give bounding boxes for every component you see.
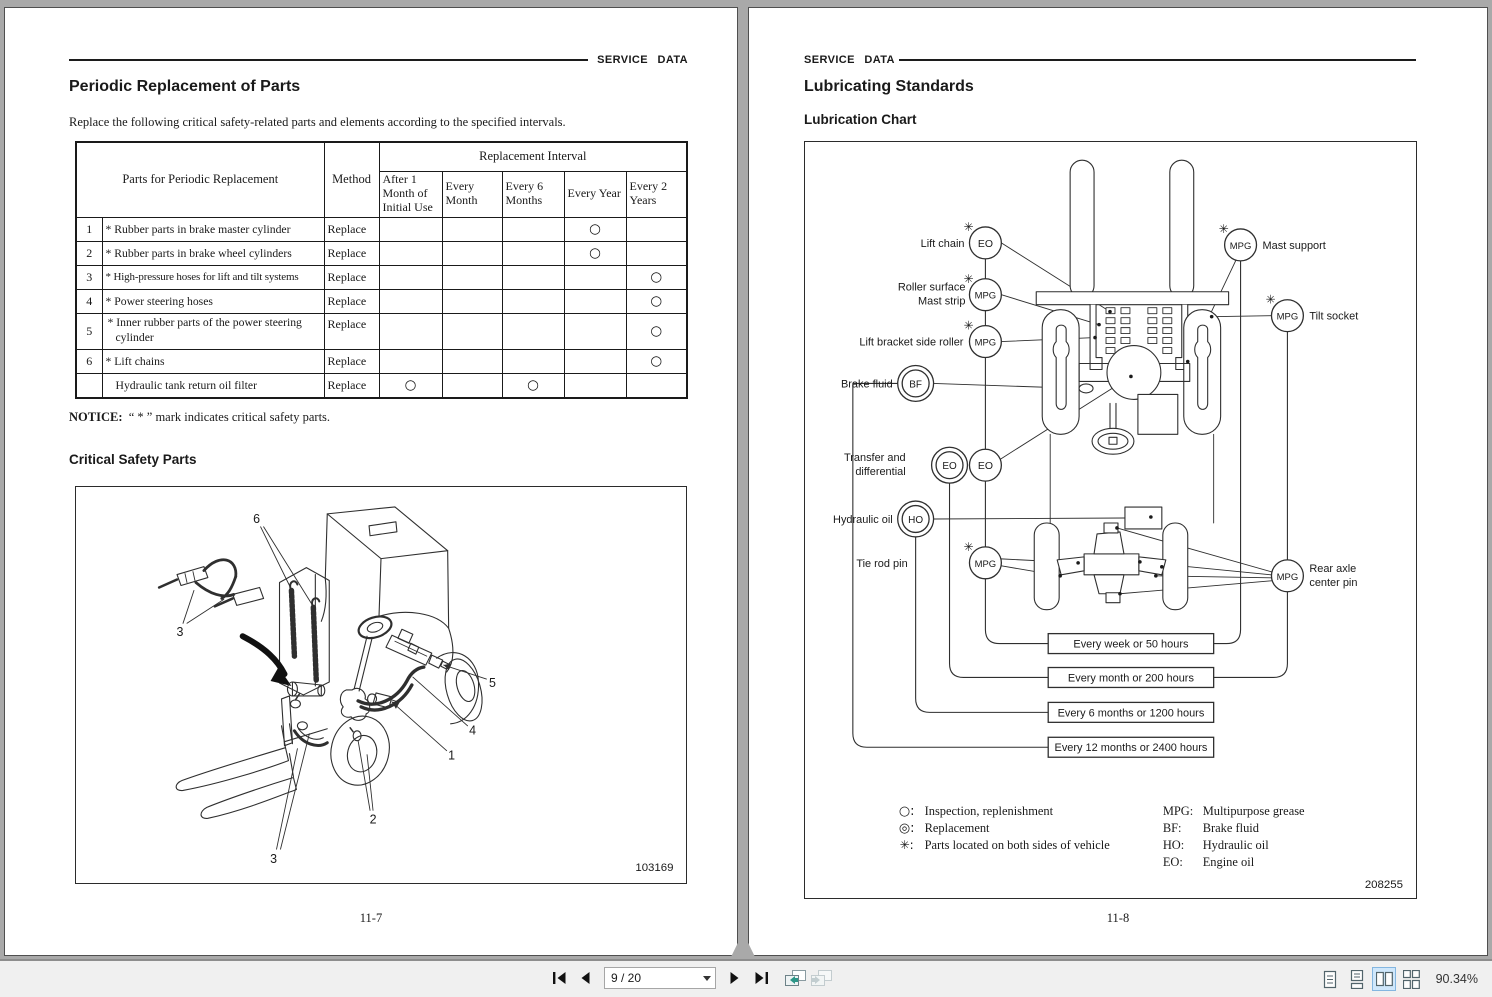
next-page-icon: [730, 972, 740, 984]
row-no: [76, 373, 102, 398]
both-sides-asterisk: ✳: [1218, 221, 1229, 236]
table-row: [76, 313, 687, 349]
mark-cell: ○: [626, 265, 687, 289]
mark-cell: [502, 349, 564, 373]
critical-safety-parts-diagram: [75, 486, 687, 884]
parts-header: Parts for Periodic Replacement: [76, 142, 324, 217]
two-column-view-button[interactable]: [1399, 967, 1423, 991]
mark-cell: [502, 217, 564, 241]
label-lift-bracket: Lift bracket side roller: [859, 336, 964, 349]
page-dropdown-arrow[interactable]: [699, 976, 715, 981]
both-sides-asterisk: ✳: [963, 271, 974, 286]
interval-header: Replacement Interval: [379, 142, 687, 171]
row-method: Replace: [324, 217, 379, 241]
legend-symbol-both-sides: ✳:: [899, 837, 914, 852]
row-no: 5: [76, 313, 102, 349]
next-view-button[interactable]: [808, 965, 834, 991]
callout-3: 3: [176, 625, 184, 640]
lubrication-chart-diagram: [804, 141, 1417, 899]
legend-code-bf: BF:: [1162, 820, 1182, 835]
mark-cell: ○: [502, 373, 564, 398]
legend-code-ho: HO:: [1162, 837, 1185, 852]
mark-cell: [379, 241, 442, 265]
previous-view-icon: [785, 969, 806, 987]
lube-code: MPG: [974, 290, 997, 302]
page-11-8: [748, 7, 1488, 956]
label-lift-chain: Lift chain: [920, 237, 965, 250]
previous-page-icon: [580, 972, 590, 984]
row-method: Replace: [324, 289, 379, 313]
table-row: [76, 265, 687, 289]
mark-cell: [442, 313, 502, 349]
label-differential: differential: [855, 466, 906, 479]
col-every-2-years: Every 2 Years: [626, 171, 687, 217]
page-number-combo[interactable]: [604, 967, 716, 989]
previous-page-button[interactable]: [572, 965, 598, 991]
legend-text-inspection: Inspection, replenishment: [924, 804, 1054, 819]
col-every-6-months: Every 6 Months: [502, 171, 564, 217]
row-no: 2: [76, 241, 102, 265]
col-every-year: Every Year: [564, 171, 626, 217]
table-row: [76, 289, 687, 313]
both-sides-asterisk: ✳: [963, 318, 974, 333]
mark-cell: [564, 265, 626, 289]
row-no: 1: [76, 217, 102, 241]
header-rule-left: [69, 59, 588, 61]
mark-cell: [442, 349, 502, 373]
page-number: 11-8: [1106, 911, 1130, 925]
callout-6: 6: [253, 511, 261, 526]
both-sides-asterisk: ✳: [963, 539, 974, 554]
mark-cell: ○: [564, 241, 626, 265]
label-transfer: Transfer and: [843, 452, 906, 465]
callout-3b: 3: [270, 852, 278, 867]
row-no: 4: [76, 289, 102, 313]
col-after-1-month: After 1 Month of Initial Use: [379, 171, 442, 217]
mark-cell: ○: [626, 313, 687, 349]
two-page-view-button[interactable]: [1372, 967, 1396, 991]
one-column-icon: [1349, 970, 1365, 989]
lube-code: BF: [909, 379, 922, 391]
callout-4: 4: [469, 723, 476, 738]
row-part: * Power steering hoses: [102, 289, 324, 313]
label-roller-surface: Roller surface: [897, 281, 966, 294]
mark-cell: [502, 313, 564, 349]
mark-cell: ○: [379, 373, 442, 398]
row-part: Hydraulic tank return oil filter: [102, 373, 324, 398]
mark-cell: [564, 373, 626, 398]
mark-cell: [626, 241, 687, 265]
interval-weekly: Every week or 50 hours: [1073, 638, 1189, 651]
table-row: [76, 241, 687, 265]
mark-cell: [442, 265, 502, 289]
both-sides-asterisk: ✳: [1265, 292, 1276, 307]
table-row: [76, 349, 687, 373]
row-part: * Inner rubber parts of the power steering cylinder: [102, 313, 324, 349]
label-rear-axle: Rear axle: [1309, 562, 1357, 575]
row-part: * Lift chains: [102, 349, 324, 373]
mark-cell: [502, 241, 564, 265]
legend-text-replacement: Replacement: [924, 820, 990, 835]
mark-cell: [379, 217, 442, 241]
page-layout-group: [1318, 967, 1423, 991]
both-sides-asterisk: ✳: [963, 219, 974, 234]
row-method: Replace: [324, 265, 379, 289]
col-every-month: Every Month: [442, 171, 502, 217]
label-mast-support: Mast support: [1262, 239, 1326, 252]
replacement-interval-table: [75, 141, 688, 399]
row-method: Replace: [324, 313, 379, 349]
label-mast-strip: Mast strip: [917, 295, 966, 308]
last-page-button[interactable]: [748, 965, 774, 991]
lubrication-chart-drawing: [805, 142, 1415, 897]
mark-cell: [564, 313, 626, 349]
previous-view-button[interactable]: [782, 965, 808, 991]
figure-number: 208255: [1364, 878, 1404, 891]
lube-code: MPG: [974, 558, 997, 570]
service-data-header: SERVICE DATA: [804, 54, 895, 66]
page-navigation-group: [546, 965, 834, 991]
figure-number: 103169: [635, 862, 674, 875]
mark-cell: [442, 217, 502, 241]
lube-code: MPG: [974, 337, 997, 349]
mark-cell: [564, 349, 626, 373]
method-header: Method: [324, 142, 379, 217]
mark-cell: [379, 289, 442, 313]
legend-code-bf-text: Brake fluid: [1202, 820, 1259, 835]
mark-cell: [626, 373, 687, 398]
mark-cell: ○: [564, 217, 626, 241]
single-page-view-button[interactable]: [1318, 967, 1342, 991]
lube-code: EO: [977, 461, 993, 473]
lube-code: MPG: [1229, 240, 1252, 252]
page-number-input[interactable]: [605, 971, 699, 985]
two-page-icon: [1376, 970, 1393, 989]
label-tilt-socket: Tilt socket: [1309, 310, 1359, 323]
table-row: [76, 217, 687, 241]
notice-line: [69, 410, 330, 425]
mark-cell: [442, 373, 502, 398]
interval-6-months: Every 6 months or 1200 hours: [1057, 707, 1205, 720]
mark-cell: [379, 349, 442, 373]
callout-2: 2: [369, 812, 377, 827]
label-rear-axle-2: center pin: [1309, 576, 1358, 589]
mark-cell: [626, 217, 687, 241]
mark-cell: [379, 265, 442, 289]
row-no: 3: [76, 265, 102, 289]
notice-label: NOTICE:: [69, 410, 123, 424]
last-page-icon: [755, 972, 768, 984]
legend-code-mpg-text: Multipurpose grease: [1202, 804, 1305, 819]
single-page-icon: [1322, 970, 1338, 989]
row-part: * Rubber parts in brake wheel cylinders: [102, 241, 324, 265]
legend-code-ho-text: Hydraulic oil: [1202, 837, 1269, 852]
mark-cell: ○: [626, 349, 687, 373]
mark-cell: [379, 313, 442, 349]
page-subtitle: Lubrication Chart: [804, 112, 917, 127]
lube-code: MPG: [1276, 311, 1299, 323]
mark-cell: [564, 289, 626, 313]
mark-cell: ○: [626, 289, 687, 313]
interval-monthly: Every month or 200 hours: [1067, 672, 1194, 685]
interval-12-months: Every 12 months or 2400 hours: [1054, 742, 1208, 755]
legend-symbol-replacement: ◎:: [898, 820, 915, 836]
two-column-icon: [1403, 970, 1420, 989]
next-page-button[interactable]: [722, 965, 748, 991]
notice-text: “ * ” mark indicates critical safety parts.: [128, 410, 331, 424]
page-title: Periodic Replacement of Parts: [69, 78, 301, 95]
legend-code-eo: EO:: [1162, 854, 1183, 869]
header-rule-right: [899, 59, 1416, 61]
row-method: Replace: [324, 373, 379, 398]
first-page-button[interactable]: [546, 965, 572, 991]
label-hydraulic-oil: Hydraulic oil: [833, 513, 893, 526]
callout-5: 5: [488, 675, 496, 690]
lube-code: EO: [977, 238, 993, 250]
lube-code: MPG: [1276, 571, 1299, 583]
mark-cell: [442, 241, 502, 265]
legend-code-mpg: MPG:: [1162, 804, 1194, 819]
table-row: [76, 373, 687, 398]
viewer-toolbar: [0, 961, 1492, 997]
row-no: 6: [76, 349, 102, 373]
callout-1: 1: [448, 748, 456, 763]
legend-code-eo-text: Engine oil: [1202, 854, 1255, 869]
row-method: Replace: [324, 241, 379, 265]
mark-cell: [442, 289, 502, 313]
intro-text: Replace the following critical safety-related parts and elements according to the specified intervals.: [69, 115, 566, 129]
next-view-icon: [811, 969, 832, 987]
lube-code: HO: [908, 514, 924, 526]
first-page-icon: [553, 972, 566, 984]
page-number: 11-7: [359, 911, 383, 925]
page-11-7: [4, 7, 738, 956]
section-title: Critical Safety Parts: [69, 452, 197, 467]
label-brake-fluid: Brake fluid: [840, 378, 893, 391]
legend-text-both-sides: Parts located on both sides of vehicle: [924, 837, 1110, 852]
lube-code: EO: [942, 461, 957, 473]
zoom-level[interactable]: 90.34%: [1435, 972, 1478, 986]
service-data-header: SERVICE DATA: [597, 54, 688, 66]
label-tie-rod: Tie rod pin: [856, 557, 908, 570]
page-title: Lubricating Standards: [804, 78, 974, 95]
mark-cell: [502, 289, 564, 313]
row-method: Replace: [324, 349, 379, 373]
legend-symbol-inspection: ○:: [898, 804, 915, 820]
one-column-view-button[interactable]: [1345, 967, 1369, 991]
row-part: * Rubber parts in brake master cylinder: [102, 217, 324, 241]
forklift-line-drawing: [76, 487, 685, 882]
row-part: * High-pressure hoses for lift and tilt systems: [102, 265, 324, 289]
mark-cell: [502, 265, 564, 289]
